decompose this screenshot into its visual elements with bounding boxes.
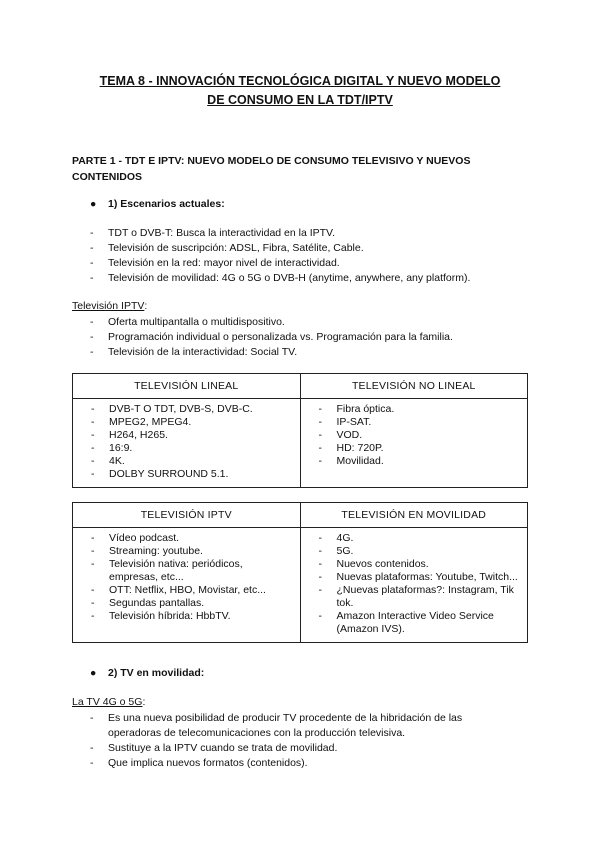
title-line-2: DE CONSUMO EN LA TDT/IPTV xyxy=(207,93,393,107)
list-item: - DOLBY SURROUND 5.1. xyxy=(91,468,229,480)
table-linear-nonlinear xyxy=(72,373,528,488)
list-item: - Amazon Interactive Video Service (Amazon IVS). xyxy=(318,610,494,635)
list-item: - TDT o DVB-T: Busca la interactividad en la IPTV. xyxy=(90,227,336,239)
table-header: TELEVISIÓN EN MOVILIDAD xyxy=(300,503,528,528)
title-line-1: TEMA 8 - INNOVACIÓN TECNOLÓGICA DIGITAL Y NUEVO MODELO xyxy=(99,74,501,88)
list-item: - Televisión de suscripción: ADSL, Fibra, Satélite, Cable. xyxy=(90,242,364,254)
section2-heading-text: 2) TV en movilidad: xyxy=(108,667,205,679)
list-item: - Sustituye a la IPTV cuando se trata de movilidad. xyxy=(90,742,338,754)
list-item: - Oferta multipantalla o multidispositivo. xyxy=(90,316,285,328)
table-header: TELEVISIÓN LINEAL xyxy=(73,374,301,399)
list-item: - 16:9. xyxy=(91,442,133,454)
part-heading-line-1: PARTE 1 - TDT E IPTV: NUEVO MODELO DE CONSUMO TELEVISIVO Y NUEVOS xyxy=(72,155,471,167)
list-item: - Vídeo podcast. xyxy=(91,532,180,544)
part-heading xyxy=(72,153,532,185)
list-item: - Nuevos contenidos. xyxy=(318,558,429,570)
list-item: - ¿Nuevas plataformas?: Instagram, Tik tok. xyxy=(318,584,514,609)
list-item: - Fibra óptica. xyxy=(318,403,395,415)
section1-heading xyxy=(90,198,225,210)
list-item: - Programación individual o personalizada vs. Programación para la familia. xyxy=(90,331,453,343)
list-item: - Es una nueva posibilidad de producir TV procedente de la hibridación de las operadoras de telecomunicaciones con la producción televisiva. xyxy=(90,712,463,739)
bullet-icon: ● xyxy=(90,198,97,210)
list-item: - Nuevas plataformas: Youtube, Twitch... xyxy=(318,571,518,583)
table-cell xyxy=(300,528,528,643)
list-item: - DVB-T O TDT, DVB-S, DVB-C. xyxy=(91,403,253,415)
list-item: - 4G. xyxy=(318,532,354,544)
list-item: - VOD. xyxy=(318,429,363,441)
iptv-list xyxy=(90,315,453,360)
list-item: - IP-SAT. xyxy=(318,416,372,428)
section2-heading xyxy=(90,667,204,679)
list-item: - OTT: Netflix, HBO, Movistar, etc... xyxy=(91,584,266,596)
list-item: - Televisión híbrida: HbbTV. xyxy=(91,610,231,622)
list-item: - Televisión nativa: periódicos, empresas, etc... xyxy=(91,558,243,583)
part-heading-line-2: CONTENIDOS xyxy=(72,171,143,183)
list-item: - Streaming: youtube. xyxy=(91,545,203,557)
list-item: - 4K. xyxy=(91,455,125,467)
list-item: - HD: 720P. xyxy=(318,442,384,454)
iptv-subheading: Televisión IPTV: xyxy=(72,300,148,312)
list-item: - 5G. xyxy=(318,545,354,557)
mobility-list xyxy=(90,711,500,771)
table-cell xyxy=(73,528,301,643)
table-iptv-mobility xyxy=(72,502,528,643)
section1-list xyxy=(90,226,470,286)
section1-heading-text: 1) Escenarios actuales: xyxy=(108,198,225,210)
table-cell xyxy=(300,399,528,488)
list-item: - Televisión de la interactividad: Social TV. xyxy=(90,346,298,358)
document-title xyxy=(60,72,540,110)
list-item: - Televisión en la red: mayor nivel de interactividad. xyxy=(90,257,340,269)
list-item: - H264, H265. xyxy=(91,429,168,441)
bullet-icon: ● xyxy=(90,667,97,679)
table-header: TELEVISIÓN IPTV xyxy=(73,503,301,528)
table-header: TELEVISIÓN NO LINEAL xyxy=(300,374,528,399)
list-item: - MPEG2, MPEG4. xyxy=(91,416,192,428)
list-item: - Movilidad. xyxy=(318,455,384,467)
list-item: - Segundas pantallas. xyxy=(91,597,205,609)
list-item: - Que implica nuevos formatos (contenidos). xyxy=(90,757,308,769)
list-item: - Televisión de movilidad: 4G o 5G o DVB-H (anytime, anywhere, any platform). xyxy=(90,272,471,284)
mobility-subheading: La TV 4G o 5G: xyxy=(72,696,146,708)
table-cell xyxy=(73,399,301,488)
